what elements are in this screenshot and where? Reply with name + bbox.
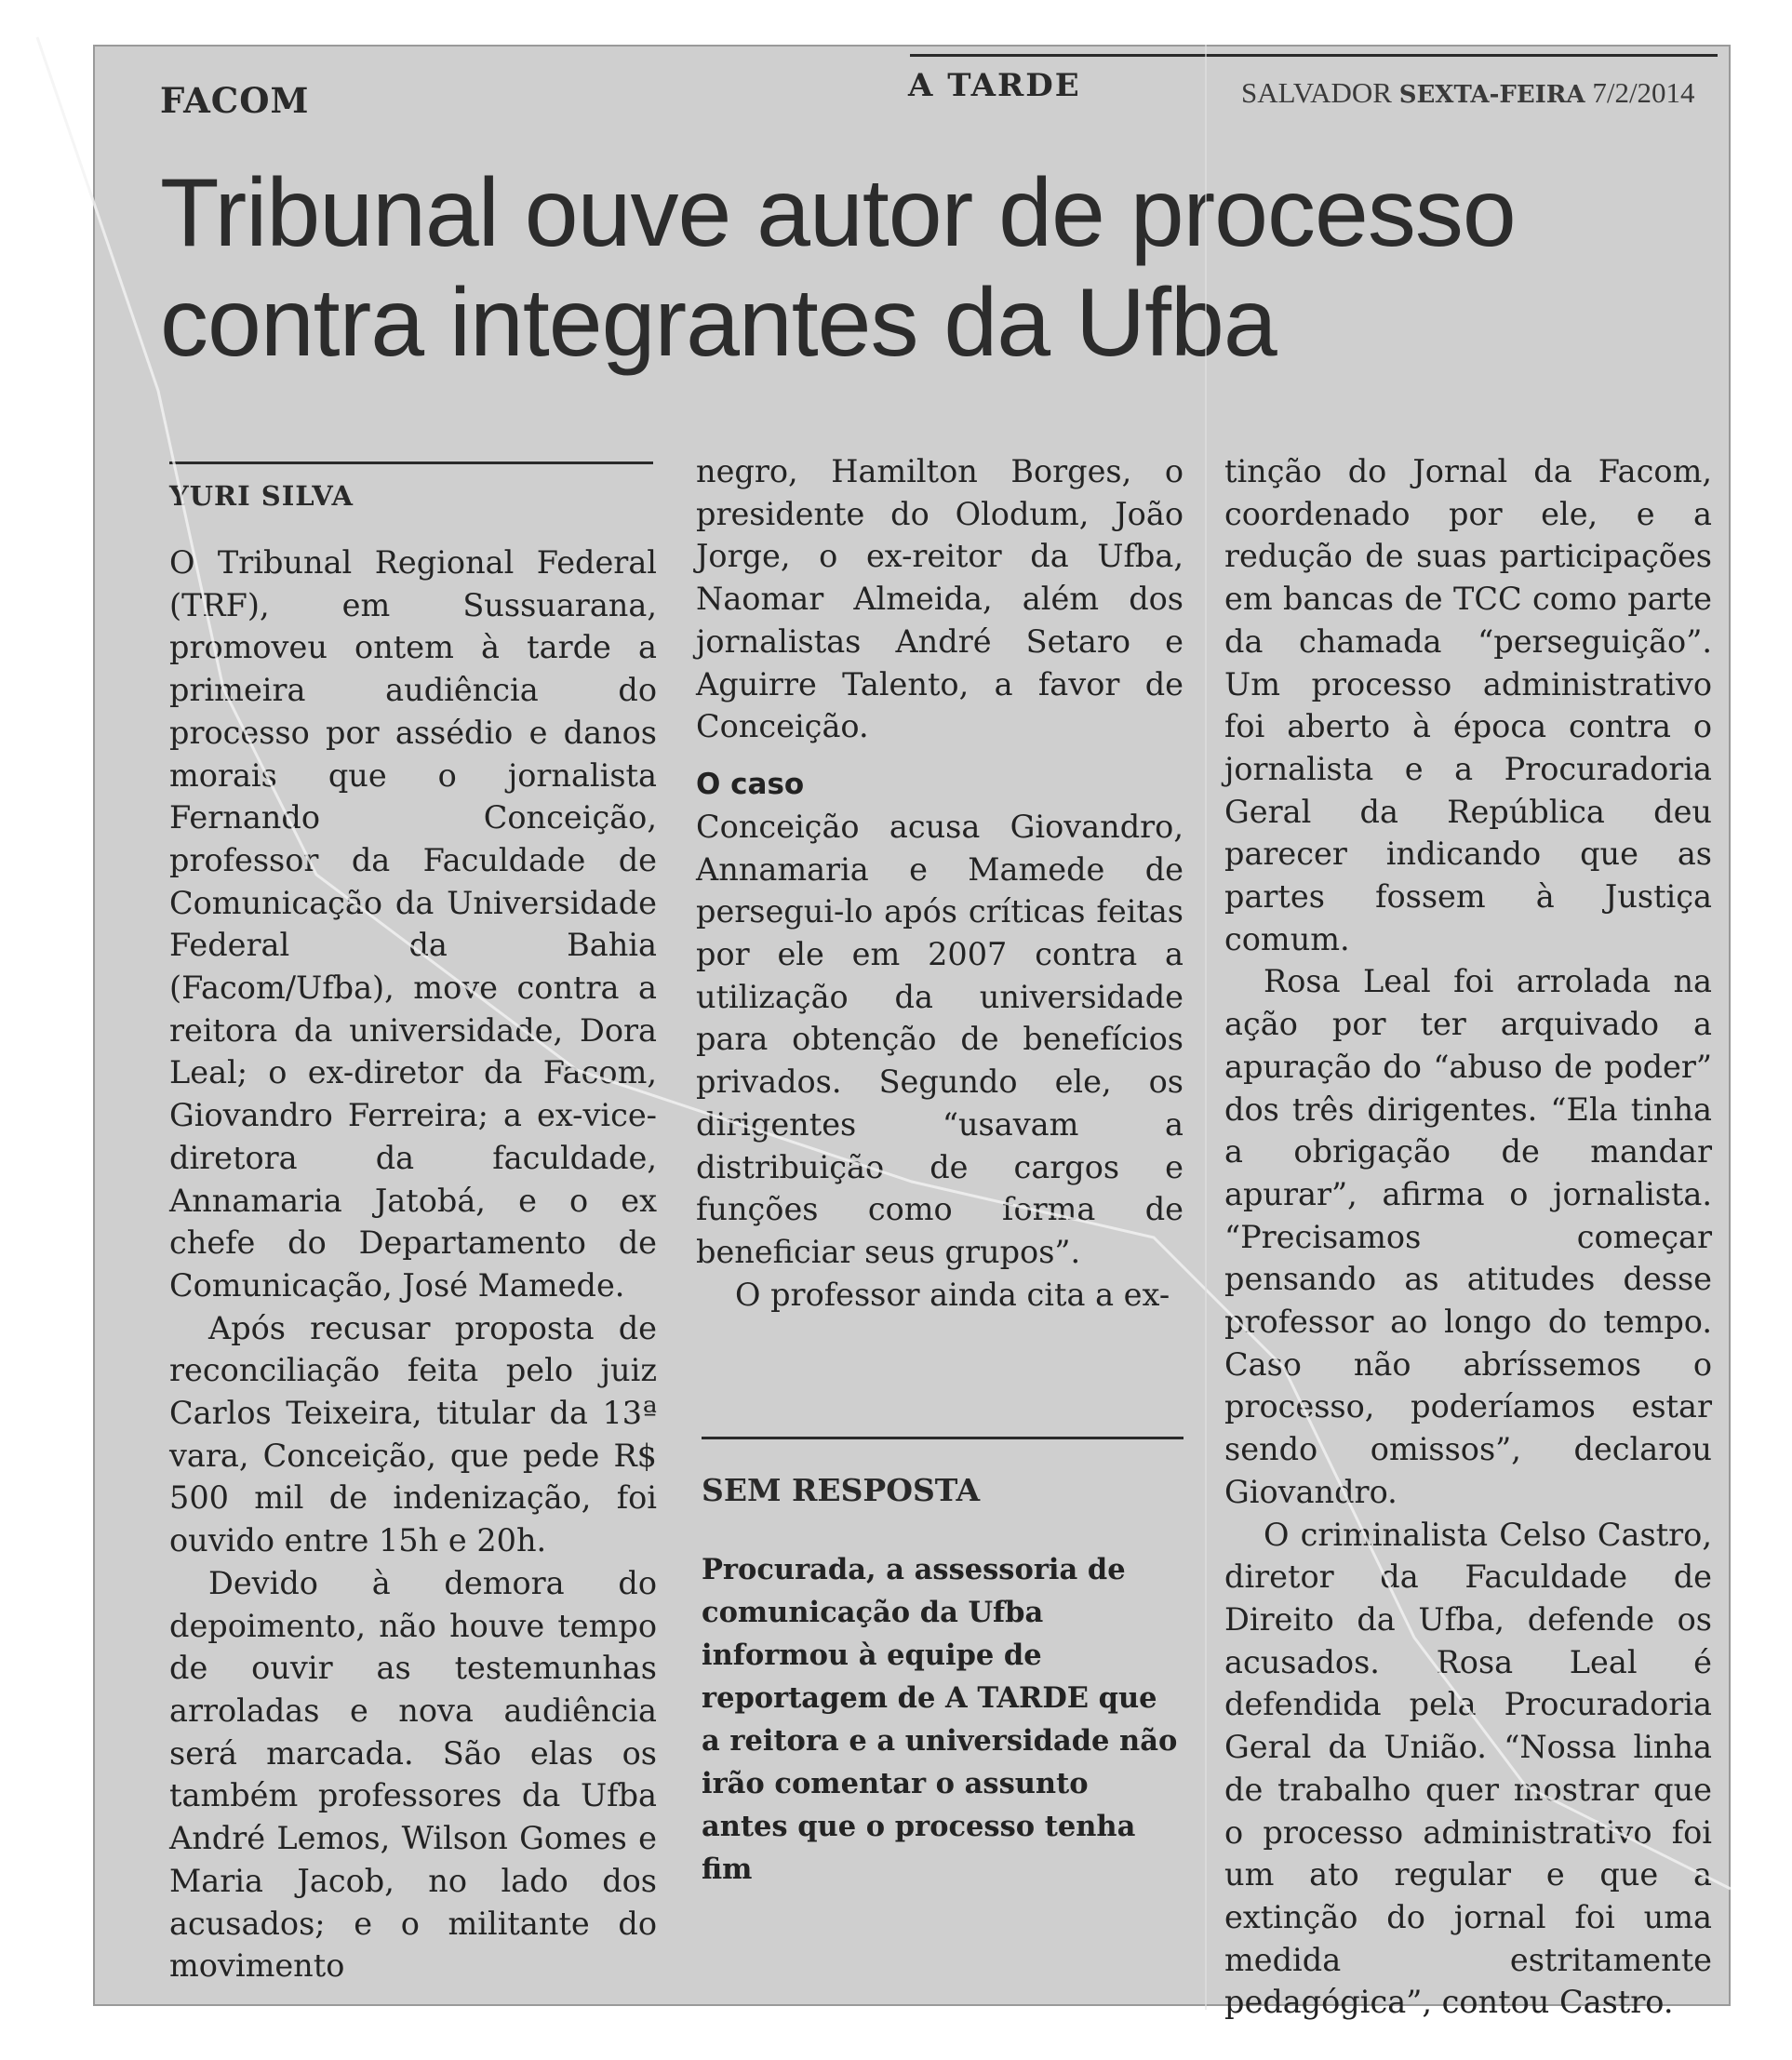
sidebar-rule (702, 1437, 1184, 1439)
headline (160, 158, 1649, 378)
newspaper-name: A TARDE (908, 67, 1081, 104)
section-label: FACOM (160, 80, 310, 121)
byline-rule (169, 461, 653, 464)
paragraph: Rosa Leal foi arrolada na ação por ter arquivado a apuração do “abuso de poder” dos três dirigentes. “Ela tinha a obrigação de mandar apurar”, afirma o jornalista. “Precisamos começar pensando as atitudes desse professor ao longo do tempo. Caso não abríssemos o processo, poderíamos estar sendo omissos”, declarou Giovandro. (1224, 963, 1712, 1510)
paragraph: Conceição acusa Giovandro, Annamaria e Mamede de persegui-lo após críticas feitas por ele em 2007 contra a utilização da universidade para obtenção de benefícios privados. Segundo ele, os dirigentes “usavam a distribuição de cargos e funções como forma de beneficiar seus grupos”. (696, 808, 1184, 1270)
subheading: O caso (696, 767, 805, 801)
dateline-date: 7/2/2014 (1592, 76, 1695, 109)
article-column-2 (696, 450, 1184, 1316)
paragraph: Após recusar proposta de reconciliação feita pelo juiz Carlos Teixeira, titular da 13ª vara, Conceição, que pede R$ 500 mil de indenização, foi ouvido entre 15h e 20h. (169, 1309, 657, 1559)
article-column-1 (169, 542, 657, 1987)
sidebar-text: Procurada, a assessoria de comunicação da Ufba informou à equipe de reportagem de A TARDE que a reitora e a universidade não irão comentar o assunto antes que o processo tenha fim (702, 1553, 1178, 1886)
article-column-3 (1224, 450, 1712, 2024)
paragraph: O Tribunal Regional Federal (TRF), em Sussuarana, promoveu ontem à tarde a primeira audiência do processo por assédio e danos morais que o jornalista Fernando Conceição, professor da Faculdade de Comunicação da Universidade Federal da Bahia (Facom/Ufba), move contra a reitora da universidade, Dora Leal; o ex-diretor da Facom, Giovandro Ferreira; a ex-vice-diretora da faculdade, Annamaria Jatobá, e o ex chefe do Departamento de Comunicação, José Mamede. (169, 544, 657, 1304)
sidebar-title: SEM RESPOSTA (702, 1472, 981, 1508)
paragraph: O criminalista Celso Castro, diretor da Faculdade de Direito da Ufba, defende os acusados. Rosa Leal é defendida pela Procuradoria Geral da União. “Nossa linha de trabalho quer mostrar que o processo administrativo foi um ato regular e que a extinção do jornal foi uma medida estritamente pedagógica”, contou Castro. (1224, 1516, 1712, 2021)
paragraph: negro, Hamilton Borges, o presidente do Olodum, João Jorge, o ex-reitor da Ufba, Naomar Almeida, além dos jornalistas André Setaro e Aguirre Talento, a favor de Conceição. (696, 453, 1184, 745)
paragraph: tinção do Jornal da Facom, coordenado por ele, e a redução de suas participações em bancas de TCC como parte da chamada “perseguição”. Um processo administrativo foi aberto à época contra o jornalista e a Procuradoria Geral da República deu parecer indicando que as partes fossem à Justiça comum. (1224, 453, 1712, 957)
headline-line-1: Tribunal ouve autor de processo (160, 159, 1516, 267)
paragraph: Devido à demora do depoimento, não houve tempo de ouvir as testemunhas arroladas e nova audiência será marcada. São elas os também professores da Ufba André Lemos, Wilson Gomes e Maria Jacob, no lado dos acusados; e o militante do movimento (169, 1564, 657, 1985)
byline: YURI SILVA (169, 480, 354, 512)
header-rule (910, 54, 1718, 57)
dateline (1241, 76, 1695, 110)
headline-line-2: contra integrantes da Ufba (160, 269, 1277, 377)
dateline-weekday: SEXTA-FEIRA (1398, 81, 1585, 109)
dateline-city: SALVADOR (1241, 76, 1392, 109)
paragraph: O professor ainda cita a ex- (735, 1276, 1170, 1313)
